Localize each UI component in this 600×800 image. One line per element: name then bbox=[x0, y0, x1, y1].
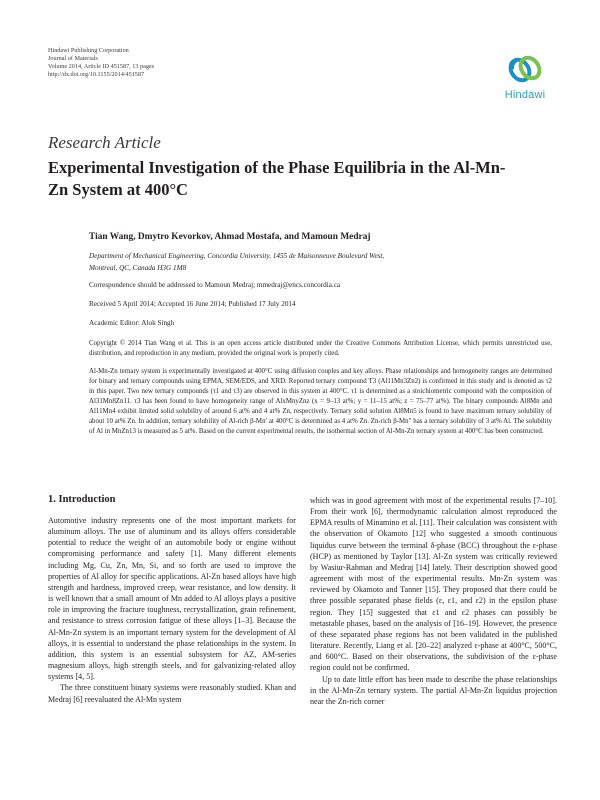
article-type: Research Article bbox=[48, 133, 161, 152]
journal-name: Journal of Materials bbox=[48, 55, 98, 62]
paragraph: The three constituent binary systems were reasonably studied. Khan and Medraj [6] reevaluated the Al-Mn system bbox=[48, 683, 296, 704]
doi-link[interactable]: http://dx.doi.org/10.1155/2014/451587 bbox=[48, 71, 145, 78]
right-column bbox=[310, 495, 557, 707]
paragraph: Up to date little effort has been made to describe the phase relationships in the Al-Mn-Zn ternary system. The partial Al-Mn-Zn liquidus projection near the Zn-rich corner bbox=[310, 674, 557, 706]
paragraph: which was in good agreement with most of the experimental results [7–10]. From their work [6], thermodynamic calculation almost reproduced the EPMA results of Minamino et al. [11]. Their calculation was consistent with the observation of Okamoto [12] who suggested a smooth continuous liquidus curve between the terminal δ-phase (BCC) throughout the ε-phase (HCP) as mentioned by Taylor [13]. Al-Zn system was critically reviewed by Wasiur-Rahman and Medraj [14] lately. Their description showed good agreement with most of the experimental results. Mn-Zn system was reviewed by Okamoto and Tanner [15]. They proposed that there could be three possible separated phase fields (ε, ε1, and ε2) in the epsilon phase region. They [15] suggested that ε1 and ε2 phases can possibly be metastable phases, based on the analysis of [16–19]. However, the presence of these separated phase regions has not been validated in the published literature. Recently, Liang et al. [20–22] analyzed ε-phase at 400°C, 500°C, and 600°C. Based on their observations, the subdivision of the ε-phase region could not be confirmed. bbox=[310, 496, 557, 673]
author-list: Tian Wang, Dmytro Kevorkov, Ahmad Mostafa, and Mamoun Medraj bbox=[89, 232, 371, 242]
affiliation-line-2: Montreal, QC, Canada H3G 1M8 bbox=[89, 264, 187, 272]
hindawi-logo-text: Hindawi bbox=[504, 89, 546, 101]
affiliation-line-1: Department of Mechanical Engineering, Concordia University, 1455 de Maisonneuve Boulevard West, bbox=[89, 252, 385, 260]
correspondence: Correspondence should be addressed to Mamoun Medraj; mmedraj@encs.concordia.ca bbox=[89, 281, 341, 289]
abstract: Al-Mn-Zn ternary system is experimentally investigated at 400°C using diffusion couples and key alloys. Phase relationships and homogeneity ranges are determined for binary and ternary compounds using EPMA, SEM/EDS, and XRD. Reported ternary compound T3 (Al11Mn3Zn2) is confirmed in this study and is denoted as τ2 in this paper. Two new ternary compounds (τ1 and τ3) are observed in this system at 400°C. τ1 is determined as a stoichiometric compound with the composition of Al31Mn8Zn11. τ3 has been found to have homogeneity range of AlxMnyZnz (x = 9–13 at%; y = 11–15 at%; z = 75–77 at%). The binary compounds Al8Mn and Al11Mn4 exhibit limited solid solubility of around 6 at% and 4 at% Zn, respectively. Ternary solid solution Al8Mn5 is found to have maximum ternary solubility of about 10 at% Zn. In addition, ternary solubility of Al-rich β-Mn′ at 400°C is determined as 4 at% Zn. Zn-rich β-Mn″ has a ternary solubility of 3 at% Al. The solubility of Al in MnZn13 is measured as 5 at%. Based on the current experimental results, the isothermal section of Al-Mn-Zn ternary system at 400°C has been constructed. bbox=[89, 368, 552, 435]
copyright-notice: Copyright © 2014 Tian Wang et al. This is an open access article distributed under the Creative Commons Attribution License, which permits unrestricted use, distribution, and reproduction in any medium, provided the original work is properly cited. bbox=[89, 340, 552, 357]
volume-line: Volume 2014, Article ID 451587, 13 pages bbox=[48, 63, 155, 70]
article-title: Experimental Investigation of the Phase Equilibria in the Al-Mn-Zn System at 400°C bbox=[48, 158, 506, 199]
publisher-name: Hindawi Publishing Corporation bbox=[48, 47, 129, 54]
hindawi-rings-icon bbox=[507, 51, 543, 87]
section-heading-introduction: 1. Introduction bbox=[48, 494, 116, 505]
paragraph: Automotive industry represents one of the most important markets for aluminum alloys. The use of aluminum and its alloys offers considerable potential to reduce the weight of an automobile body or engine without compromising performance and safety [1]. Many different elements including Mg, Cu, Zn, Mn, Si, and so forth are used to improve the properties of Al alloy for specific applications. Al-Zn based alloys have high strength and hardness, improved creep, wear resistance, and low density. It is well known that a small amount of Mn added to Al alloys plays a positive role in improving the fracture toughness, recrystallization, grain refinement, and resistance to stress corrosion fatigue of these alloys [1–3]. Because the Al-Mn-Zn system is an important ternary system for the development of Al alloys, it is essential to understand the phase relationships in the system. In addition, this system is an essential subsystem for AZ, AM-series magnesium alloys, high strength steels, and for galvanizing-related alloy systems [4, 5]. bbox=[48, 516, 296, 682]
article-dates: Received 5 April 2014; Accepted 16 June 2014; Published 17 July 2014 bbox=[89, 300, 296, 308]
academic-editor: Academic Editor: Alok Singh bbox=[89, 319, 175, 327]
left-column bbox=[48, 515, 296, 705]
